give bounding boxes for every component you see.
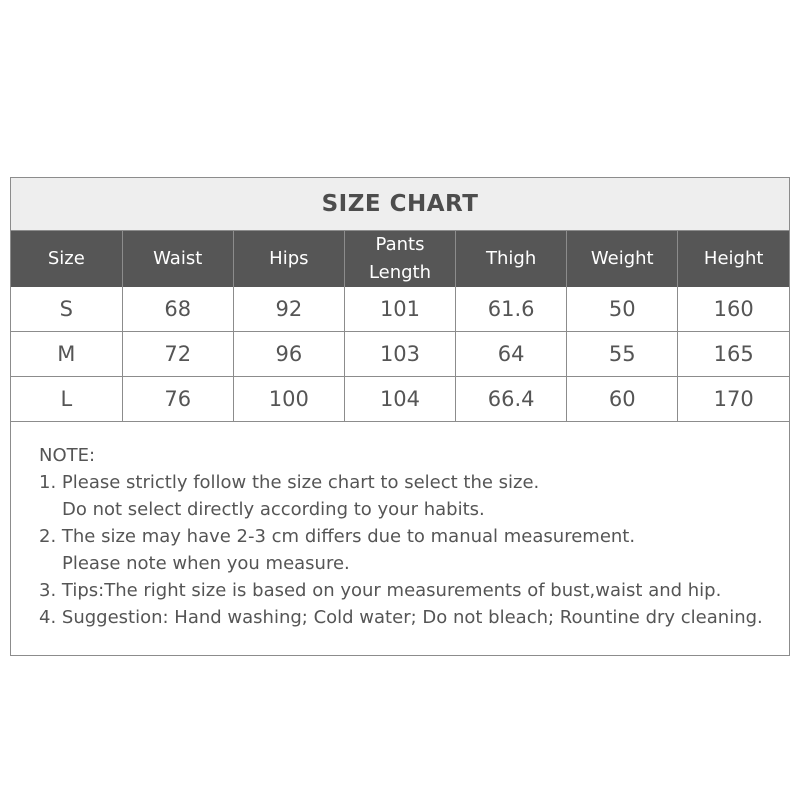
cell-pants-length: 104	[344, 377, 455, 422]
cell-height: 165	[678, 332, 789, 377]
chart-title: SIZE CHART	[11, 178, 789, 231]
notes-heading: NOTE:	[39, 445, 96, 466]
cell-waist: 76	[122, 377, 233, 422]
cell-pants-length: 101	[344, 287, 455, 332]
table-row	[11, 332, 789, 377]
cell-weight: 60	[567, 377, 678, 422]
note-2-continued: Please note when you measure.	[62, 553, 350, 574]
cell-waist: 68	[122, 287, 233, 332]
header-height: Height	[678, 231, 789, 287]
header-row	[11, 231, 789, 287]
table-row	[11, 377, 789, 422]
note-2: 2. The size may have 2-3 cm differs due to manual measurement.	[39, 526, 636, 547]
header-waist: Waist	[122, 231, 233, 287]
cell-height: 160	[678, 287, 789, 332]
cell-pants-length: 103	[344, 332, 455, 377]
cell-size: S	[11, 287, 122, 332]
note-3: 3. Tips:The right size is based on your measurements of bust,waist and hip.	[39, 580, 722, 601]
cell-thigh: 66.4	[456, 377, 567, 422]
cell-weight: 55	[567, 332, 678, 377]
cell-hips: 92	[233, 287, 344, 332]
notes-section	[11, 422, 789, 655]
header-thigh: Thigh	[456, 231, 567, 287]
note-1-continued: Do not select directly according to your habits.	[62, 499, 485, 520]
header-pants-line2: Length	[368, 262, 432, 283]
cell-waist: 72	[122, 332, 233, 377]
header-hips: Hips	[233, 231, 344, 287]
size-chart	[10, 177, 790, 656]
cell-size: M	[11, 332, 122, 377]
header-size: Size	[11, 231, 122, 287]
cell-thigh: 64	[456, 332, 567, 377]
note-4: 4. Suggestion: Hand washing; Cold water; Do not bleach; Rountine dry cleaning.	[39, 607, 763, 628]
cell-size: L	[11, 377, 122, 422]
header-pants-line1: Pants	[375, 234, 425, 255]
cell-weight: 50	[567, 287, 678, 332]
cell-hips: 96	[233, 332, 344, 377]
cell-hips: 100	[233, 377, 344, 422]
header-weight: Weight	[567, 231, 678, 287]
table-row	[11, 287, 789, 332]
size-table	[11, 231, 789, 422]
header-pants-length	[344, 231, 455, 287]
cell-height: 170	[678, 377, 789, 422]
note-1: 1. Please strictly follow the size chart to select the size.	[39, 472, 540, 493]
cell-thigh: 61.6	[456, 287, 567, 332]
